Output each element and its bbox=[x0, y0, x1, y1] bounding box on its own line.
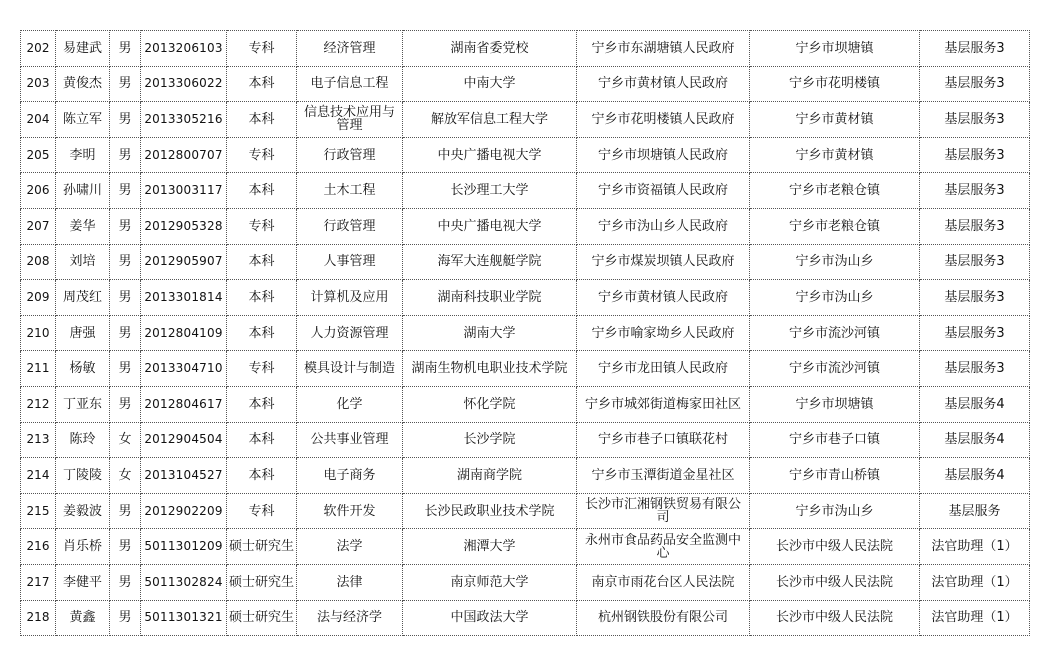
cell-education: 硕士研究生 bbox=[227, 529, 297, 565]
cell-position: 法官助理（1） bbox=[920, 529, 1030, 565]
cell-work-unit: 南京市雨花台区人民法院 bbox=[577, 564, 750, 600]
cell-work-unit: 宁乡市坝塘镇人民政府 bbox=[577, 137, 750, 173]
cell-position: 基层服务3 bbox=[920, 31, 1030, 67]
cell-work-unit: 宁乡市城郊街道梅家田社区 bbox=[577, 386, 750, 422]
cell-name: 黄俊杰 bbox=[56, 66, 110, 102]
cell-name: 刘培 bbox=[56, 244, 110, 280]
cell-exam-id: 2013306022 bbox=[141, 66, 227, 102]
table-row bbox=[21, 102, 1030, 138]
table-row bbox=[21, 493, 1030, 529]
cell-serial-number: 210 bbox=[21, 315, 56, 351]
cell-exam-id: 2012905907 bbox=[141, 244, 227, 280]
cell-school: 南京师范大学 bbox=[403, 564, 577, 600]
cell-gender: 男 bbox=[110, 31, 141, 67]
cell-applied-unit: 宁乡市流沙河镇 bbox=[750, 351, 920, 387]
cell-work-unit: 宁乡市资福镇人民政府 bbox=[577, 173, 750, 209]
cell-position: 基层服务3 bbox=[920, 173, 1030, 209]
table-row bbox=[21, 173, 1030, 209]
cell-serial-number: 218 bbox=[21, 600, 56, 636]
table-body bbox=[21, 31, 1030, 636]
cell-serial-number: 206 bbox=[21, 173, 56, 209]
cell-position: 基层服务3 bbox=[920, 351, 1030, 387]
cell-name: 易建武 bbox=[56, 31, 110, 67]
cell-major: 土木工程 bbox=[297, 173, 403, 209]
cell-education: 本科 bbox=[227, 458, 297, 494]
cell-work-unit: 长沙市汇湘钢铁贸易有限公司 bbox=[577, 493, 750, 529]
cell-exam-id: 2012905328 bbox=[141, 208, 227, 244]
cell-education: 专科 bbox=[227, 31, 297, 67]
cell-exam-id: 2013003117 bbox=[141, 173, 227, 209]
cell-school: 解放军信息工程大学 bbox=[403, 102, 577, 138]
cell-school: 长沙理工大学 bbox=[403, 173, 577, 209]
table-row bbox=[21, 422, 1030, 458]
cell-position: 基层服务3 bbox=[920, 66, 1030, 102]
cell-applied-unit: 宁乡市坝塘镇 bbox=[750, 386, 920, 422]
cell-work-unit: 宁乡市黄材镇人民政府 bbox=[577, 280, 750, 316]
table-row bbox=[21, 386, 1030, 422]
cell-name: 姜华 bbox=[56, 208, 110, 244]
cell-gender: 男 bbox=[110, 66, 141, 102]
cell-name: 肖乐桥 bbox=[56, 529, 110, 565]
cell-education: 专科 bbox=[227, 493, 297, 529]
cell-applied-unit: 宁乡市老粮仓镇 bbox=[750, 173, 920, 209]
cell-applied-unit: 宁乡市沩山乡 bbox=[750, 493, 920, 529]
cell-exam-id: 5011302824 bbox=[141, 564, 227, 600]
cell-education: 硕士研究生 bbox=[227, 600, 297, 636]
cell-exam-id: 2013305216 bbox=[141, 102, 227, 138]
cell-name: 孙啸川 bbox=[56, 173, 110, 209]
cell-serial-number: 204 bbox=[21, 102, 56, 138]
cell-education: 本科 bbox=[227, 102, 297, 138]
cell-gender: 男 bbox=[110, 315, 141, 351]
cell-position: 基层服务3 bbox=[920, 280, 1030, 316]
cell-gender: 男 bbox=[110, 529, 141, 565]
cell-work-unit: 杭州钢铁股份有限公司 bbox=[577, 600, 750, 636]
cell-applied-unit: 长沙市中级人民法院 bbox=[750, 564, 920, 600]
cell-major: 化学 bbox=[297, 386, 403, 422]
table-row bbox=[21, 529, 1030, 565]
table-row bbox=[21, 351, 1030, 387]
cell-gender: 男 bbox=[110, 208, 141, 244]
cell-major: 法与经济学 bbox=[297, 600, 403, 636]
cell-school: 中南大学 bbox=[403, 66, 577, 102]
cell-major: 计算机及应用 bbox=[297, 280, 403, 316]
cell-position: 基层服务3 bbox=[920, 315, 1030, 351]
cell-school: 中央广播电视大学 bbox=[403, 208, 577, 244]
cell-name: 丁陵陵 bbox=[56, 458, 110, 494]
cell-school: 海军大连舰艇学院 bbox=[403, 244, 577, 280]
cell-school: 长沙学院 bbox=[403, 422, 577, 458]
cell-school: 湖南商学院 bbox=[403, 458, 577, 494]
cell-serial-number: 209 bbox=[21, 280, 56, 316]
cell-gender: 男 bbox=[110, 564, 141, 600]
cell-position: 法官助理（1） bbox=[920, 600, 1030, 636]
cell-major: 信息技术应用与管理 bbox=[297, 102, 403, 138]
cell-work-unit: 宁乡市沩山乡人民政府 bbox=[577, 208, 750, 244]
cell-name: 李明 bbox=[56, 137, 110, 173]
cell-work-unit: 宁乡市巷子口镇联花村 bbox=[577, 422, 750, 458]
table-row bbox=[21, 564, 1030, 600]
cell-work-unit: 宁乡市黄材镇人民政府 bbox=[577, 66, 750, 102]
cell-work-unit: 永州市食品药品安全监测中心 bbox=[577, 529, 750, 565]
cell-major: 法律 bbox=[297, 564, 403, 600]
cell-serial-number: 212 bbox=[21, 386, 56, 422]
cell-exam-id: 2012902209 bbox=[141, 493, 227, 529]
cell-exam-id: 2012804109 bbox=[141, 315, 227, 351]
cell-name: 丁亚东 bbox=[56, 386, 110, 422]
cell-major: 法学 bbox=[297, 529, 403, 565]
cell-exam-id: 2013206103 bbox=[141, 31, 227, 67]
cell-applied-unit: 宁乡市黄材镇 bbox=[750, 102, 920, 138]
cell-major: 行政管理 bbox=[297, 137, 403, 173]
cell-major: 人事管理 bbox=[297, 244, 403, 280]
cell-name: 杨敏 bbox=[56, 351, 110, 387]
table-row bbox=[21, 137, 1030, 173]
cell-major: 经济管理 bbox=[297, 31, 403, 67]
cell-major: 公共事业管理 bbox=[297, 422, 403, 458]
table-row bbox=[21, 66, 1030, 102]
cell-applied-unit: 宁乡市花明楼镇 bbox=[750, 66, 920, 102]
cell-major: 行政管理 bbox=[297, 208, 403, 244]
cell-work-unit: 宁乡市玉潭街道金星社区 bbox=[577, 458, 750, 494]
roster-table bbox=[20, 30, 1030, 636]
cell-gender: 女 bbox=[110, 458, 141, 494]
cell-applied-unit: 宁乡市沩山乡 bbox=[750, 244, 920, 280]
cell-position: 基层服务3 bbox=[920, 208, 1030, 244]
cell-school: 湘潭大学 bbox=[403, 529, 577, 565]
cell-gender: 男 bbox=[110, 102, 141, 138]
cell-position: 基层服务3 bbox=[920, 244, 1030, 280]
cell-gender: 男 bbox=[110, 244, 141, 280]
cell-applied-unit: 宁乡市沩山乡 bbox=[750, 280, 920, 316]
cell-exam-id: 2012804617 bbox=[141, 386, 227, 422]
cell-position: 基层服务4 bbox=[920, 422, 1030, 458]
cell-work-unit: 宁乡市煤炭坝镇人民政府 bbox=[577, 244, 750, 280]
cell-school: 湖南大学 bbox=[403, 315, 577, 351]
cell-major: 电子信息工程 bbox=[297, 66, 403, 102]
cell-serial-number: 211 bbox=[21, 351, 56, 387]
cell-gender: 男 bbox=[110, 351, 141, 387]
cell-work-unit: 宁乡市龙田镇人民政府 bbox=[577, 351, 750, 387]
cell-name: 陈立军 bbox=[56, 102, 110, 138]
cell-major: 人力资源管理 bbox=[297, 315, 403, 351]
cell-work-unit: 宁乡市花明楼镇人民政府 bbox=[577, 102, 750, 138]
cell-serial-number: 207 bbox=[21, 208, 56, 244]
cell-serial-number: 213 bbox=[21, 422, 56, 458]
cell-gender: 男 bbox=[110, 600, 141, 636]
cell-gender: 男 bbox=[110, 173, 141, 209]
table-row bbox=[21, 31, 1030, 67]
table-row bbox=[21, 315, 1030, 351]
cell-applied-unit: 长沙市中级人民法院 bbox=[750, 600, 920, 636]
cell-gender: 男 bbox=[110, 137, 141, 173]
cell-education: 本科 bbox=[227, 386, 297, 422]
cell-exam-id: 2013301814 bbox=[141, 280, 227, 316]
cell-exam-id: 5011301321 bbox=[141, 600, 227, 636]
cell-education: 本科 bbox=[227, 422, 297, 458]
cell-education: 专科 bbox=[227, 208, 297, 244]
cell-exam-id: 2013304710 bbox=[141, 351, 227, 387]
cell-name: 陈玲 bbox=[56, 422, 110, 458]
cell-exam-id: 5011301209 bbox=[141, 529, 227, 565]
cell-serial-number: 217 bbox=[21, 564, 56, 600]
cell-work-unit: 宁乡市喻家坳乡人民政府 bbox=[577, 315, 750, 351]
table-row bbox=[21, 600, 1030, 636]
cell-name: 黄鑫 bbox=[56, 600, 110, 636]
cell-gender: 男 bbox=[110, 280, 141, 316]
cell-school: 怀化学院 bbox=[403, 386, 577, 422]
cell-school: 湖南省委党校 bbox=[403, 31, 577, 67]
cell-school: 湖南科技职业学院 bbox=[403, 280, 577, 316]
cell-applied-unit: 宁乡市黄材镇 bbox=[750, 137, 920, 173]
cell-education: 本科 bbox=[227, 315, 297, 351]
cell-education: 专科 bbox=[227, 137, 297, 173]
cell-education: 本科 bbox=[227, 280, 297, 316]
cell-school: 中国政法大学 bbox=[403, 600, 577, 636]
table-row bbox=[21, 458, 1030, 494]
cell-education: 本科 bbox=[227, 244, 297, 280]
cell-school: 中央广播电视大学 bbox=[403, 137, 577, 173]
cell-applied-unit: 长沙市中级人民法院 bbox=[750, 529, 920, 565]
cell-applied-unit: 宁乡市流沙河镇 bbox=[750, 315, 920, 351]
cell-applied-unit: 宁乡市坝塘镇 bbox=[750, 31, 920, 67]
cell-position: 基层服务3 bbox=[920, 102, 1030, 138]
cell-school: 湖南生物机电职业技术学院 bbox=[403, 351, 577, 387]
cell-exam-id: 2012904504 bbox=[141, 422, 227, 458]
cell-gender: 男 bbox=[110, 386, 141, 422]
cell-name: 周茂红 bbox=[56, 280, 110, 316]
cell-major: 电子商务 bbox=[297, 458, 403, 494]
cell-gender: 男 bbox=[110, 493, 141, 529]
cell-education: 本科 bbox=[227, 173, 297, 209]
cell-applied-unit: 宁乡市巷子口镇 bbox=[750, 422, 920, 458]
cell-education: 专科 bbox=[227, 351, 297, 387]
cell-serial-number: 202 bbox=[21, 31, 56, 67]
cell-gender: 女 bbox=[110, 422, 141, 458]
cell-exam-id: 2012800707 bbox=[141, 137, 227, 173]
cell-name: 唐强 bbox=[56, 315, 110, 351]
cell-education: 硕士研究生 bbox=[227, 564, 297, 600]
cell-position: 基层服务4 bbox=[920, 458, 1030, 494]
cell-name: 李健平 bbox=[56, 564, 110, 600]
cell-major: 模具设计与制造 bbox=[297, 351, 403, 387]
cell-name: 姜毅波 bbox=[56, 493, 110, 529]
cell-serial-number: 215 bbox=[21, 493, 56, 529]
cell-applied-unit: 宁乡市青山桥镇 bbox=[750, 458, 920, 494]
table-row bbox=[21, 208, 1030, 244]
cell-position: 基层服务 bbox=[920, 493, 1030, 529]
cell-exam-id: 2013104527 bbox=[141, 458, 227, 494]
cell-position: 基层服务3 bbox=[920, 137, 1030, 173]
cell-serial-number: 214 bbox=[21, 458, 56, 494]
cell-major: 软件开发 bbox=[297, 493, 403, 529]
table-row bbox=[21, 280, 1030, 316]
cell-serial-number: 208 bbox=[21, 244, 56, 280]
cell-serial-number: 205 bbox=[21, 137, 56, 173]
cell-serial-number: 216 bbox=[21, 529, 56, 565]
cell-work-unit: 宁乡市东湖塘镇人民政府 bbox=[577, 31, 750, 67]
cell-school: 长沙民政职业技术学院 bbox=[403, 493, 577, 529]
cell-serial-number: 203 bbox=[21, 66, 56, 102]
cell-position: 基层服务4 bbox=[920, 386, 1030, 422]
table-row bbox=[21, 244, 1030, 280]
cell-applied-unit: 宁乡市老粮仓镇 bbox=[750, 208, 920, 244]
cell-education: 本科 bbox=[227, 66, 297, 102]
cell-position: 法官助理（1） bbox=[920, 564, 1030, 600]
